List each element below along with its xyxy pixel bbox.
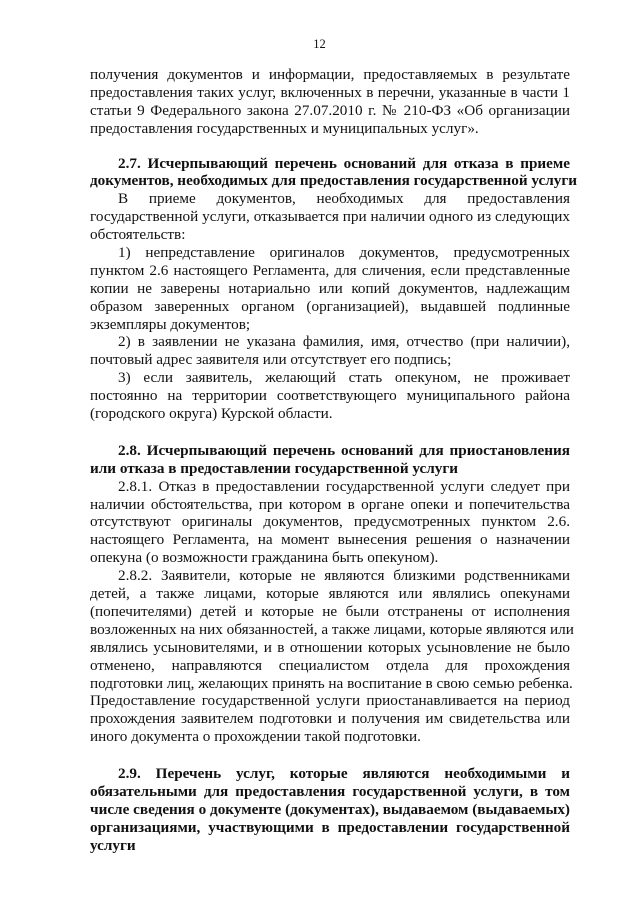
text-line: настоящего Регламента, на момент вынесения решения о назначении bbox=[90, 531, 570, 549]
section-heading-line: обязательными для предоставления государственной услуги, в том bbox=[90, 782, 570, 800]
text-line: копии не заверены нотариально или копий документов, надлежащим bbox=[90, 279, 570, 297]
text-line: отменено, направляются специалистом отдела для прохождения bbox=[90, 656, 570, 674]
text-line: Предоставление государственной услуги приостанавливается на период bbox=[90, 692, 570, 710]
text-line: образом заверенных органом (организацией), выдавшей подлинные bbox=[90, 297, 570, 315]
text-line: пунктом 2.6 настоящего Регламента, для сличения, если представленные bbox=[90, 261, 570, 279]
text-line: постоянно на территории соответствующего муниципального района bbox=[90, 387, 570, 405]
document-body bbox=[90, 66, 578, 855]
text-line: обстоятельств: bbox=[90, 226, 186, 244]
text-line: прохождения заявителем подготовки и получения им свидетельства или bbox=[90, 710, 570, 728]
text-line: наличии обстоятельства, при котором в органе опеки и попечительства bbox=[90, 495, 570, 513]
text-line: В приеме документов, необходимых для предоставления bbox=[118, 190, 570, 208]
text-line: государственной услуги, отказывается при наличии одного из следующих bbox=[90, 208, 570, 226]
section-heading-line: услуги bbox=[90, 836, 136, 854]
text-line: возложенных на них обязанностей, а также лицами, которые являются или bbox=[90, 620, 574, 638]
text-line: 3) если заявитель, желающий стать опекуном, не проживает bbox=[118, 369, 570, 387]
section-heading-line: числе сведения о документе (документах), выдаваемом (выдаваемых) bbox=[90, 800, 570, 818]
intro-paragraph bbox=[90, 66, 570, 138]
text-line: статьи 9 Федерального закона 27.07.2010 г. № 210-ФЗ «Об организации bbox=[90, 101, 570, 119]
text-line: 2.8.1. Отказ в предоставлении государственной услуги следует при bbox=[118, 477, 570, 495]
section-heading-line: или отказа в предоставлении государственной услуги bbox=[90, 459, 459, 477]
section-2-9 bbox=[90, 765, 570, 854]
section-heading-line: организациями, участвующими в предоставлении государственной bbox=[90, 818, 570, 836]
text-line: (городского округа) Курской области. bbox=[90, 405, 333, 423]
section-heading-line: 2.8. Исчерпывающий перечень оснований для приостановления bbox=[118, 441, 570, 459]
text-line: 2.8.2. Заявители, которые не являются близкими родственниками bbox=[118, 567, 570, 585]
section-heading-line: документов, необходимых для предоставления государственной услуги bbox=[90, 172, 578, 190]
text-line: подготовки лиц, желающих принять на воспитание в свою семью ребенка. bbox=[90, 674, 573, 692]
text-line: отсутствуют оригиналы документов, предусмотренных пунктом 2.6. bbox=[90, 513, 570, 531]
section-2-7 bbox=[90, 154, 578, 423]
text-line: опекуна (о возможности гражданина быть опекуном). bbox=[90, 549, 439, 567]
text-line: получения документов и информации, предоставляемых в результате bbox=[90, 66, 570, 83]
text-line: иного документа о прохождении такой подготовки. bbox=[90, 728, 421, 746]
page-number: 12 bbox=[313, 37, 326, 51]
text-line: предоставления таких услуг, включенных в перечни, указанные в части 1 bbox=[90, 83, 570, 101]
section-heading-line: 2.9. Перечень услуг, которые являются необходимыми и bbox=[118, 765, 570, 783]
text-line: почтовый адрес заявителя или отсутствует его подпись; bbox=[90, 351, 452, 369]
text-line: (попечителями) детей и которые не были отстранены от исполнения bbox=[90, 602, 570, 620]
text-line: 1) непредставление оригиналов документов, предусмотренных bbox=[118, 244, 570, 262]
text-line: являлись усыновителями, и в отношении которых усыновление не было bbox=[90, 638, 570, 656]
text-line: 2) в заявлении не указана фамилия, имя, отчество (при наличии), bbox=[118, 333, 570, 351]
section-heading-line: 2.7. Исчерпывающий перечень оснований для отказа в приеме bbox=[118, 154, 570, 172]
section-2-8 bbox=[90, 441, 574, 746]
text-line: детей, а также лицами, которые являются или являлись опекунами bbox=[90, 585, 570, 603]
text-line: предоставления государственных и муниципальных услуг». bbox=[90, 119, 479, 137]
text-line: экземпляры документов; bbox=[90, 315, 251, 333]
